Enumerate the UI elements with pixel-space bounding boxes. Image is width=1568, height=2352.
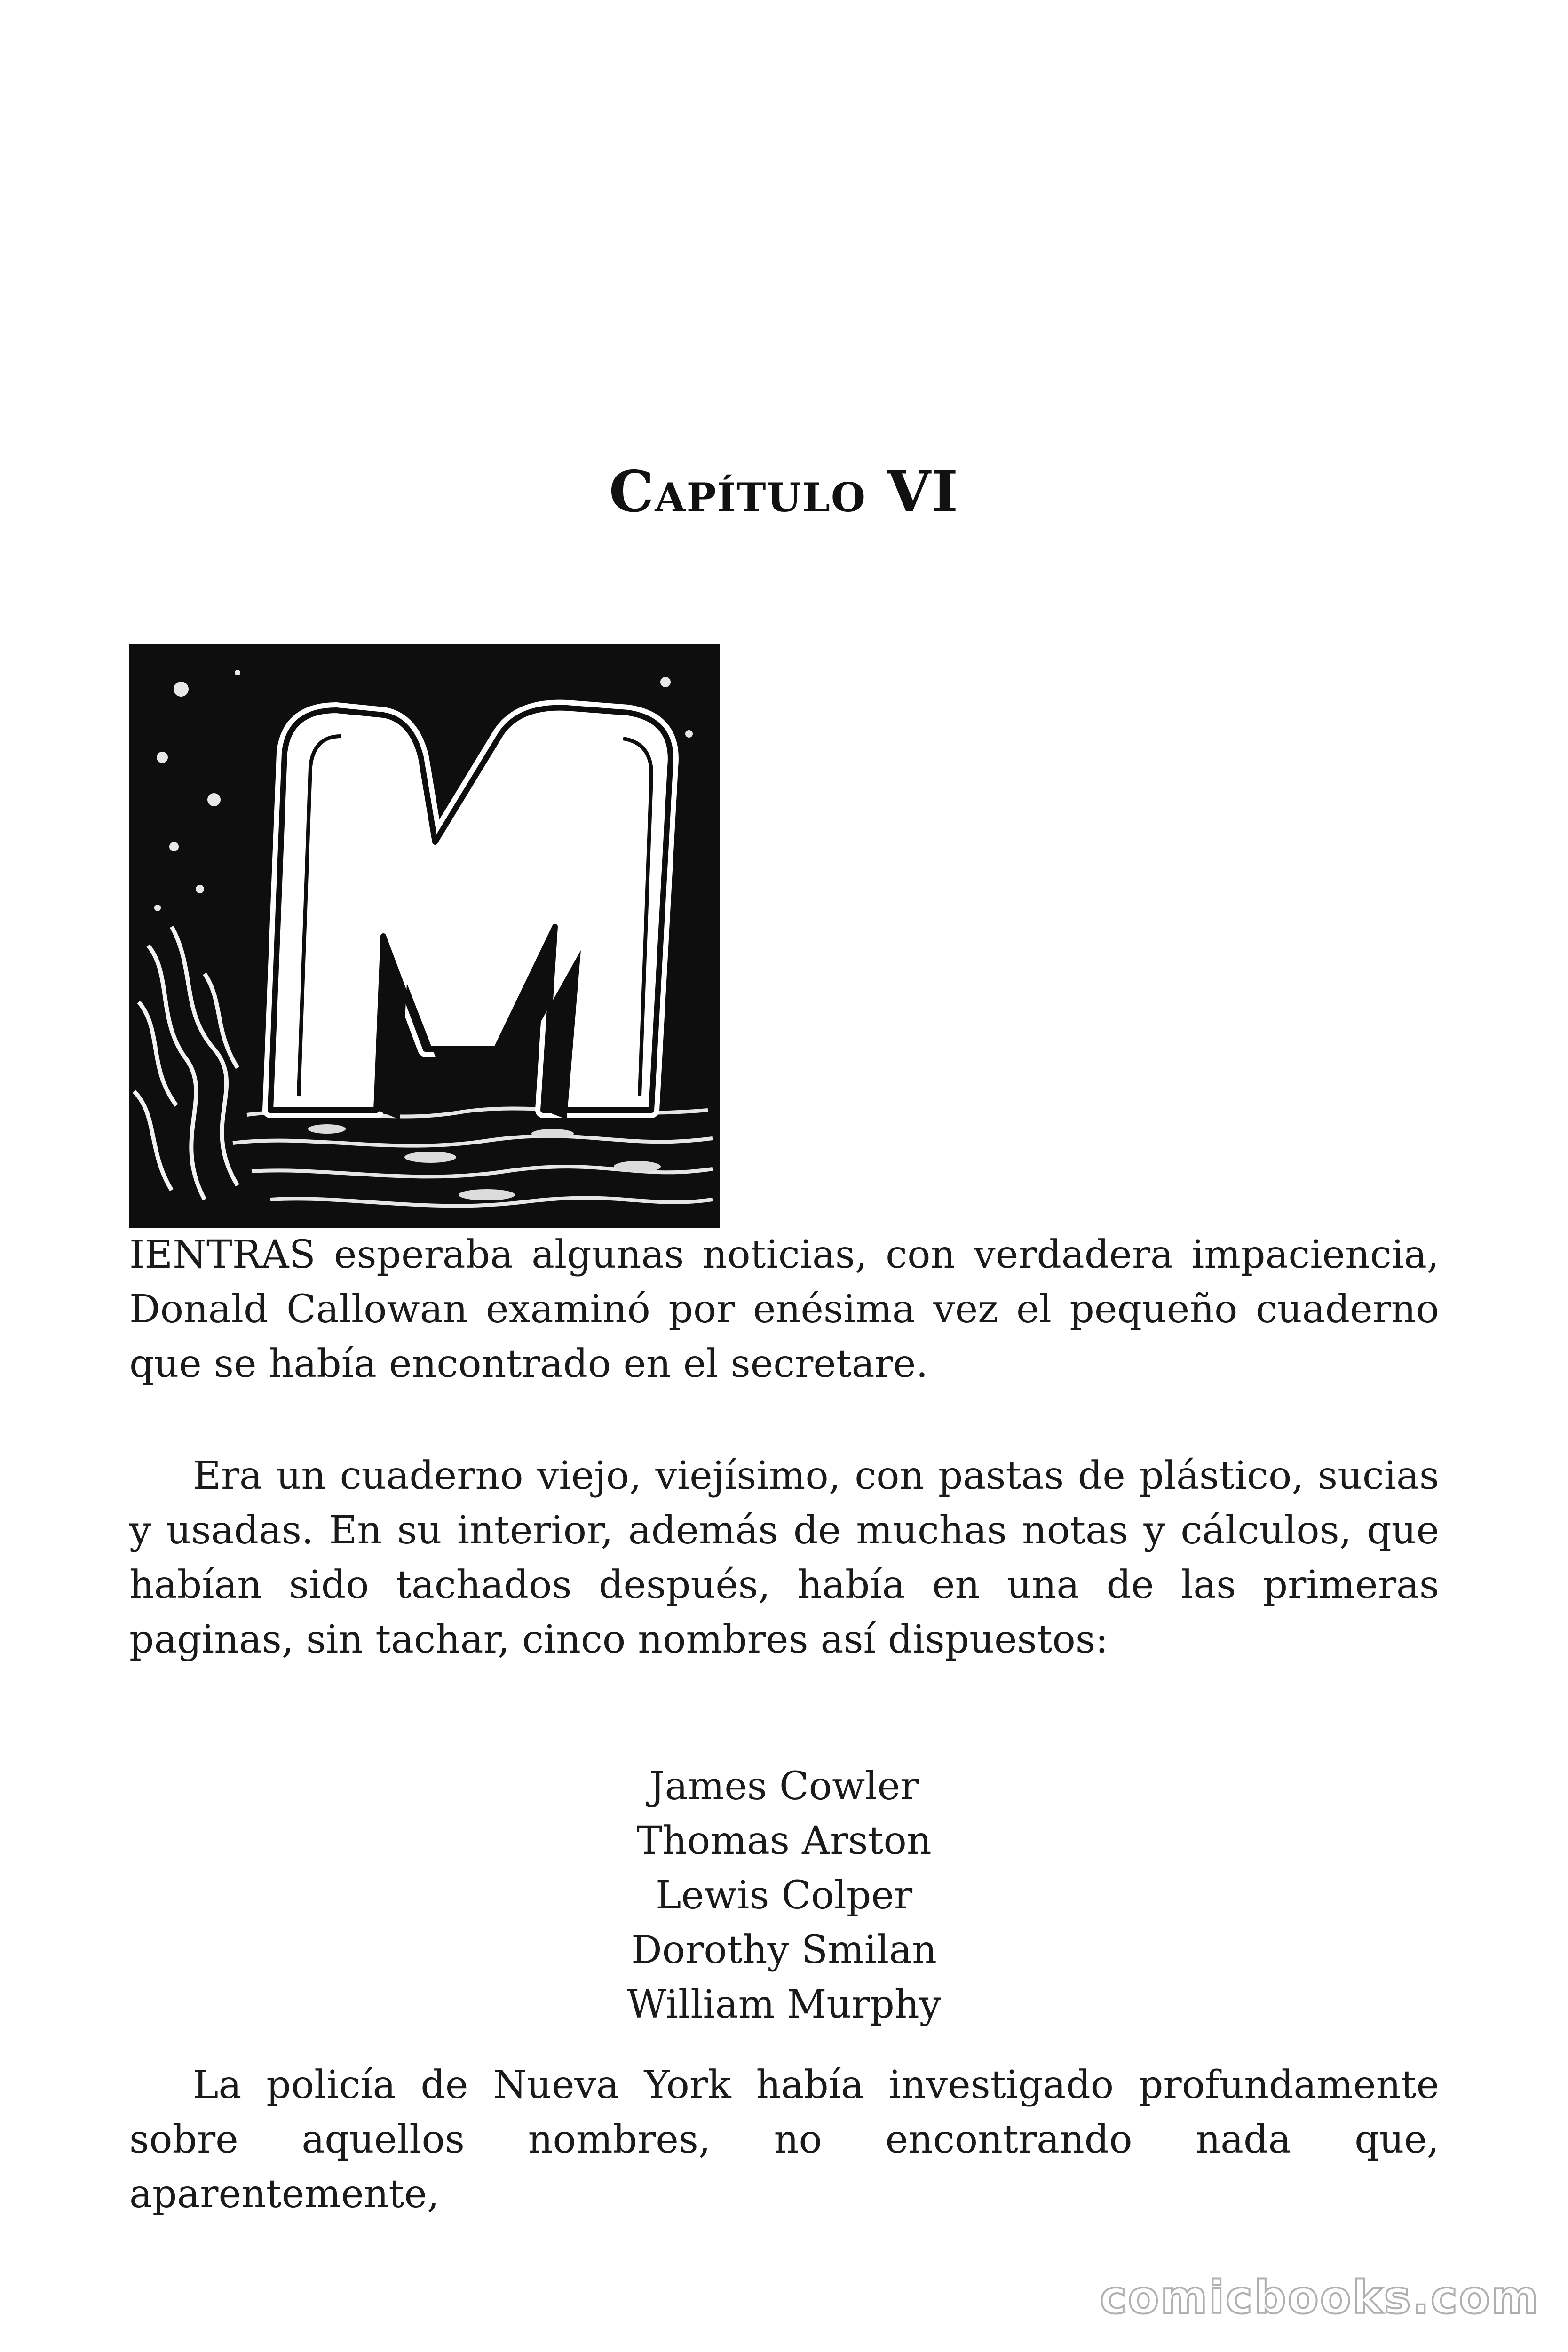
paragraph-1: IENTRAS esperaba algunas noticias, con verdadera impaciencia, Donald Callowan examinó por enésima vez el pequeño cuaderno que se había encontrado en el secretare.: [129, 1232, 1439, 1386]
watermark-text: comicbooks.com: [1100, 2271, 1540, 2324]
list-item-name: Thomas Arston: [636, 1819, 932, 1863]
list-item-name: William Murphy: [626, 1982, 942, 2027]
paragraph-2: Era un cuaderno viejo, viejísimo, con pastas de plástico, sucias y usadas. En su interior, además de muchas notas y cálculos, que habían sido tachados después, había en una de las primeras paginas, sin tachar, cinco nombres así dispuestos:: [129, 1454, 1439, 1662]
drop-cap-art: [129, 644, 720, 1228]
drop-cap-m-illustration: [129, 644, 720, 1228]
paragraph-3: La policía de Nueva York había investigado profundamente sobre aquellos nombres, no encontrando nada que, aparentemente,: [129, 2063, 1439, 2217]
rock-strokes: [134, 927, 238, 1200]
wave-foam: [308, 1124, 661, 1200]
list-item-name: Dorothy Smilan: [631, 1928, 937, 1972]
list-item-name: James Cowler: [649, 1764, 919, 1809]
names-list: [0, 1759, 1568, 2032]
chapter-title: Capítulo VI: [609, 459, 959, 525]
list-item-name: Lewis Colper: [655, 1873, 913, 1918]
